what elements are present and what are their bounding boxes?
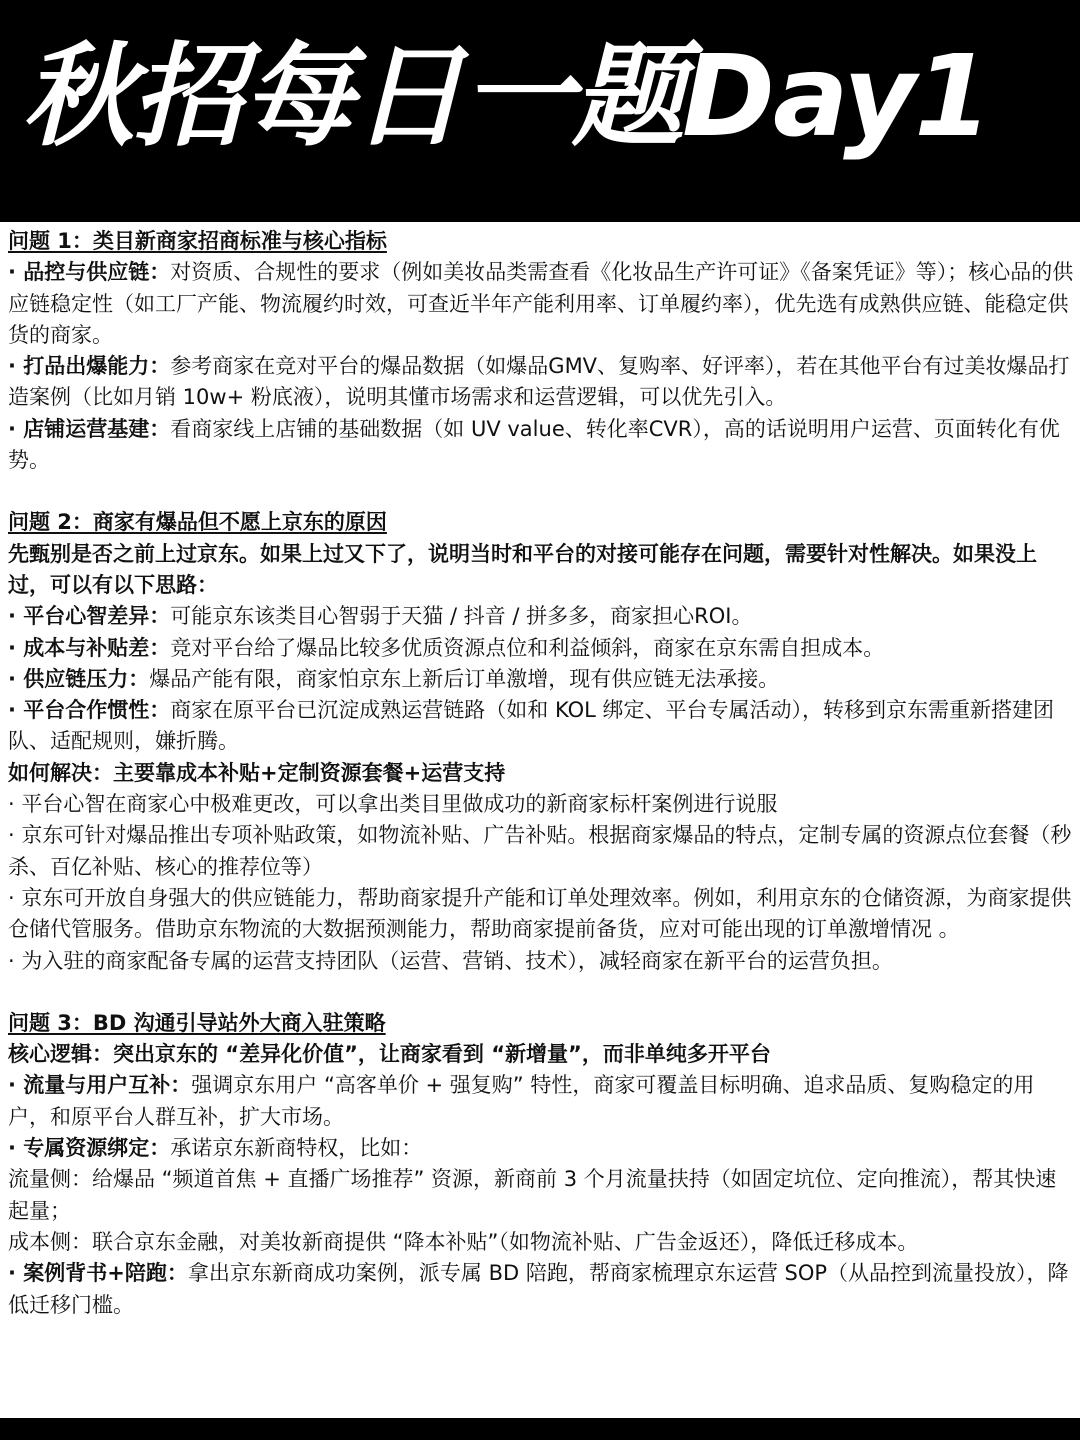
q2-item-label: · 成本与补贴差： — [8, 635, 171, 660]
q1-item — [8, 414, 1074, 477]
article-body — [8, 226, 1074, 1321]
q3-item-text: 承诺京东新商特权，比如： — [170, 1136, 423, 1161]
section-q1 — [8, 226, 1074, 476]
q1-item-text: 看商家线上店铺的基础数据（如 UV value、转化率CVR），高的话说明用户运营、页面转化有优势。 — [8, 416, 1060, 473]
q1-title: 问题 1：类目新商家招商标准与核心指标 — [8, 229, 387, 253]
q2-item-label: · 供应链压力： — [8, 666, 150, 691]
q1-item — [8, 257, 1074, 351]
q2-item — [8, 601, 1074, 632]
q3-item-label: · 案例背书+陪跑： — [8, 1261, 188, 1286]
q2-item-label: · 平台合作惯性： — [8, 698, 171, 723]
q3-sub-item: 流量侧：给爆品 “频道首焦 + 直播广场推荐” 资源，新商前 3 个月流量扶持（如固定坑位、定向推流），帮其快速起量； — [8, 1167, 1057, 1223]
q2-title: 问题 2：商家有爆品但不愿上京东的原因 — [8, 510, 387, 535]
q2-solution-item: · 为入驻的商家配备专属的运营支持团队（运营、营销、技术），减轻商家在新平台的运营负担。 — [8, 948, 893, 973]
q3-item-text: 强调京东用户 “高客单价 + 强复购” 特性，商家可覆盖目标明确、追求品质、复购稳定的用户，和原平台人群互补，扩大市场。 — [8, 1073, 1035, 1129]
q1-item-label: · 店铺运营基建： — [8, 416, 171, 441]
header-banner — [0, 0, 1080, 222]
q2-item-text: 商家在原平台已沉淀成熟运营链路（如和 KOL 绑定、平台专属活动），转移到京东需重新搭建团队、适配规则，嫌折腾。 — [8, 698, 1054, 754]
q1-item-label: · 打品出爆能力： — [8, 354, 171, 379]
q2-solution-item: · 平台心智在商家心中极难更改，可以拿出类目里做成功的新商家标杆案例进行说服 — [8, 792, 778, 817]
q2-solution-title: 如何解决：主要靠成本补贴+定制资源套餐+运营支持 — [8, 760, 506, 785]
q2-item-text: 爆品产能有限，商家怕京东上新后订单激增，现有供应链无法承接。 — [149, 666, 780, 691]
q3-item — [8, 1133, 1074, 1164]
q3-title: 问题 3：BD 沟通引导站外大商入驻策略 — [8, 1010, 386, 1035]
q3-sub-item: 成本侧：联合京东金融，对美妆新商提供 “降本补贴”（如物流补贴、广告金返还），降低迁移成本。 — [8, 1229, 919, 1254]
q1-item — [8, 351, 1074, 414]
section-q2 — [8, 507, 1074, 976]
q2-solution-item: · 京东可针对爆品推出专项补贴政策，如物流补贴、广告补贴。根据商家爆品的特点，定制专属的资源点位套餐（秒杀、百亿补贴、核心的推荐位等） — [8, 823, 1072, 879]
q2-solution-item: · 京东可开放自身强大的供应链能力，帮助商家提升产能和订单处理效率。例如，利用京东的仓储资源，为商家提供仓储代管服务。借助京东物流的大数据预测能力，帮助商家提前备货，应对可能出现的订单激增情况 。 — [8, 885, 1072, 942]
page-title: 秋招每日一题Day1 — [22, 32, 991, 162]
q3-item — [8, 1258, 1074, 1321]
q2-intro: 先甄别是否之前上过京东。如果上过又下了，说明当时和平台的对接可能存在问题，需要针对性解决。如果没上过，可以有以下思路： — [8, 541, 1037, 597]
q1-item-text: 对资质、合规性的要求（例如美妆品类需查看《化妆品生产许可证》《备案凭证》等）；核心品的供应链稳定性（如工厂产能、物流履约时效，可查近半年产能利用率、订单履约率），优先选有成熟供应链、能稳定供货的商家。 — [8, 260, 1074, 347]
section-q3 — [8, 1008, 1074, 1321]
q2-item — [8, 633, 1074, 664]
q3-item-text: 拿出京东新商成功案例，派专属 BD 陪跑，帮商家梳理京东运营 SOP（从品控到流量投放），降低迁移门槛。 — [8, 1261, 1069, 1317]
q3-item-label: · 流量与用户互补： — [8, 1073, 192, 1098]
q2-item — [8, 664, 1074, 695]
q3-item — [8, 1070, 1074, 1133]
q2-item-text: 竞对平台给了爆品比较多优质资源点位和利益倾斜，商家在京东需自担成本。 — [170, 635, 885, 660]
bottom-bar — [0, 1418, 1080, 1440]
q1-item-label: · 品控与供应链： — [8, 260, 171, 285]
q2-item-text: 可能京东该类目心智弱于天猫 / 抖音 / 拼多多，商家担心ROI。 — [170, 604, 753, 629]
q1-item-text: 参考商家在竞对平台的爆品数据（如爆品GMV、复购率、好评率），若在其他平台有过美妆爆品打造案例（比如月销 10w+ 粉底液），说明其懂市场需求和运营逻辑，可以优先引入。 — [8, 354, 1070, 410]
q3-core-logic: 核心逻辑：突出京东的 “差异化价值”，让商家看到 “新增量”，而非单纯多开平台 — [8, 1042, 771, 1067]
q2-item-label: · 平台心智差异： — [8, 604, 171, 629]
q2-item — [8, 695, 1074, 758]
q3-item-label: · 专属资源绑定： — [8, 1136, 171, 1161]
